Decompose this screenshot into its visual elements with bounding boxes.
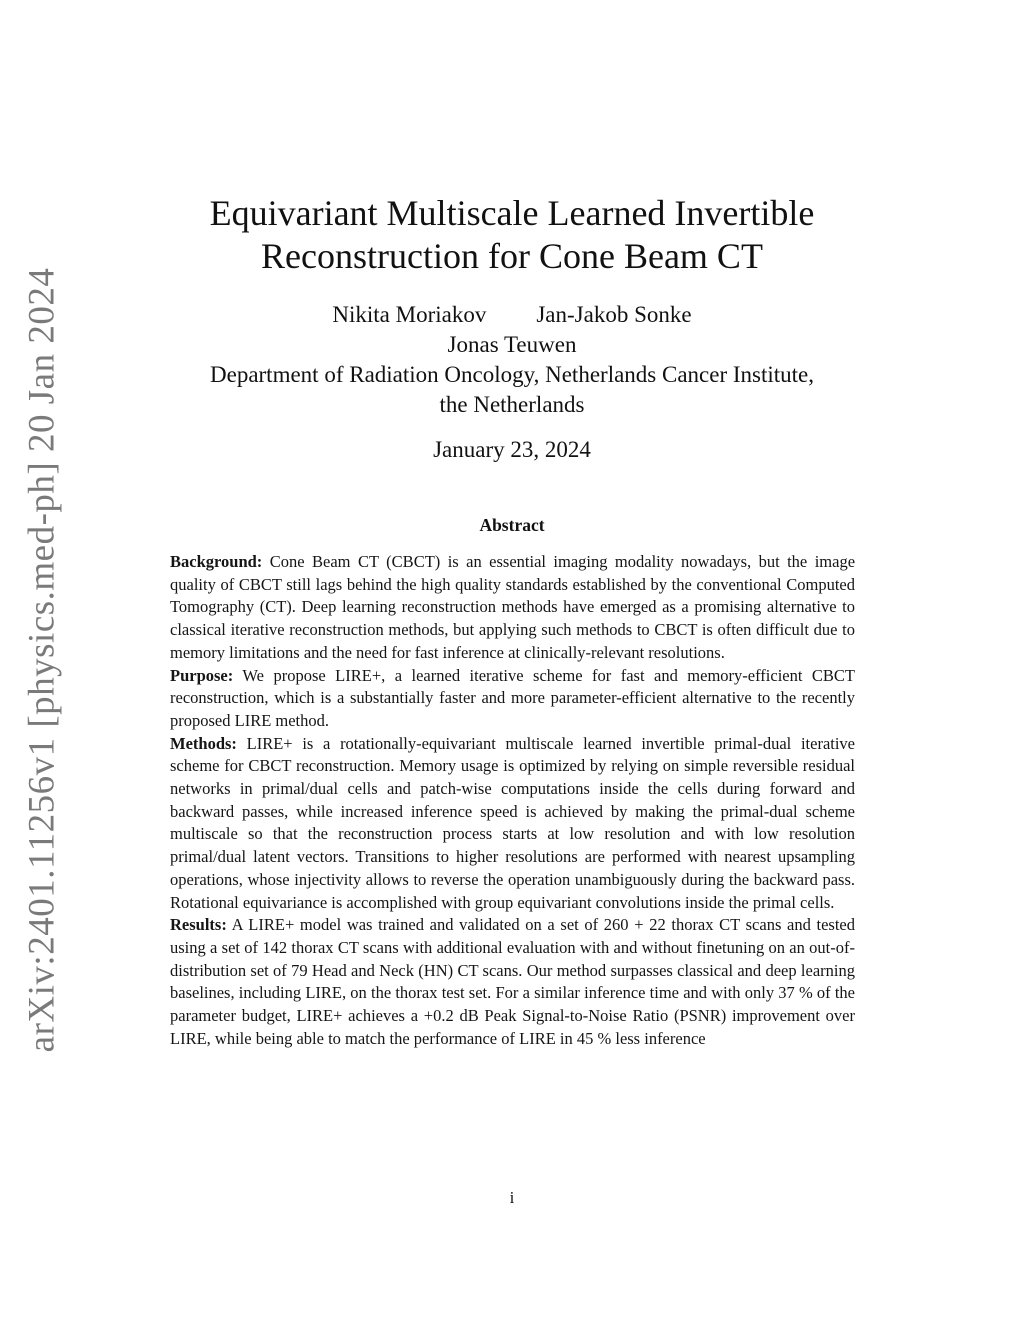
title-line-1: Equivariant Multiscale Learned Invertible <box>209 193 815 233</box>
abstract-heading: Abstract <box>479 515 545 535</box>
abstract-section-methods <box>170 733 855 915</box>
author-row-2 <box>0 330 1024 360</box>
page-number: i <box>509 1188 515 1207</box>
section-label: Background: <box>170 552 263 571</box>
author-block <box>0 300 1024 420</box>
affiliation-line-1: Department of Radiation Oncology, Netherlands Cancer Institute, <box>210 362 814 387</box>
section-text: LIRE+ is a rotationally-equivariant multiscale learned invertible primal-dual iterative scheme for CBCT reconstruction. Memory usage is optimized by relying on simple reversible residual networks in primal/dual cells and patch-wise computations inside the cells during forward and backward passes, while increased inference speed is achieved by making the primal-dual scheme multiscale so that the reconstruction process starts at low resolution and with low resolution primal/dual latent vectors. Transitions to higher resolutions are performed with nearest upsampling operations, whose injectivity allows to reverse the operation unambiguously during the backward pass. Rotational equivariance is accomplished with group equivariant convolutions inside the primal cells. <box>170 733 856 912</box>
abstract-body <box>170 551 855 1050</box>
arxiv-identifier-stamp: arXiv:2401.11256v1 [physics.med-ph] 20 Jan 2024 <box>21 267 63 1053</box>
author-name: Jan-Jakob Sonke <box>536 302 692 327</box>
abstract-section-background <box>170 551 855 665</box>
section-text: We propose LIRE+, a learned iterative scheme for fast and memory-efficient CBCT reconstruction, which is a substantially faster and more parameter-efficient alternative to the recently proposed LIRE method. <box>170 665 855 730</box>
abstract-section-purpose <box>170 665 855 733</box>
author-name: Jonas Teuwen <box>447 332 577 357</box>
paper-title <box>0 192 1024 278</box>
section-label: Methods: <box>170 733 237 753</box>
affiliation-line-2: the Netherlands <box>439 392 585 417</box>
abstract-section-results <box>170 914 855 1050</box>
section-label: Results: <box>170 915 227 935</box>
title-line-2: Reconstruction for Cone Beam CT <box>261 236 763 276</box>
section-text: Cone Beam CT (CBCT) is an essential imaging modality nowadays, but the image quality of CBCT still lags behind the high quality standards established by the conventional Computed Tomography (CT). Deep learning reconstruction methods have emerged as a promising alternative to classical iterative reconstruction methods, but applying such methods to CBCT is often difficult due to memory limitations and the need for fast inference at clinically-relevant resolutions. <box>170 552 856 662</box>
publication-date: January 23, 2024 <box>433 437 591 462</box>
author-name: Nikita Moriakov <box>332 302 487 327</box>
section-text: A LIRE+ model was trained and validated on a set of 260 + 22 thorax CT scans and tested using a set of 142 thorax CT scans with additional evaluation with and without finetuning on an out-of-distribution set of 79 Head and Neck (HN) CT scans. Our method surpasses classical and deep learning baselines, including LIRE, on the thorax test set. For a similar inference time and with only 37 % of the parameter budget, LIRE+ achieves a +0.2 dB Peak Signal-to-Noise Ratio (PSNR) improvement over LIRE, while being able to match the performance of LIRE in 45 % less inference <box>170 915 856 1048</box>
author-row-1 <box>0 300 1024 330</box>
section-label: Purpose: <box>170 665 234 685</box>
